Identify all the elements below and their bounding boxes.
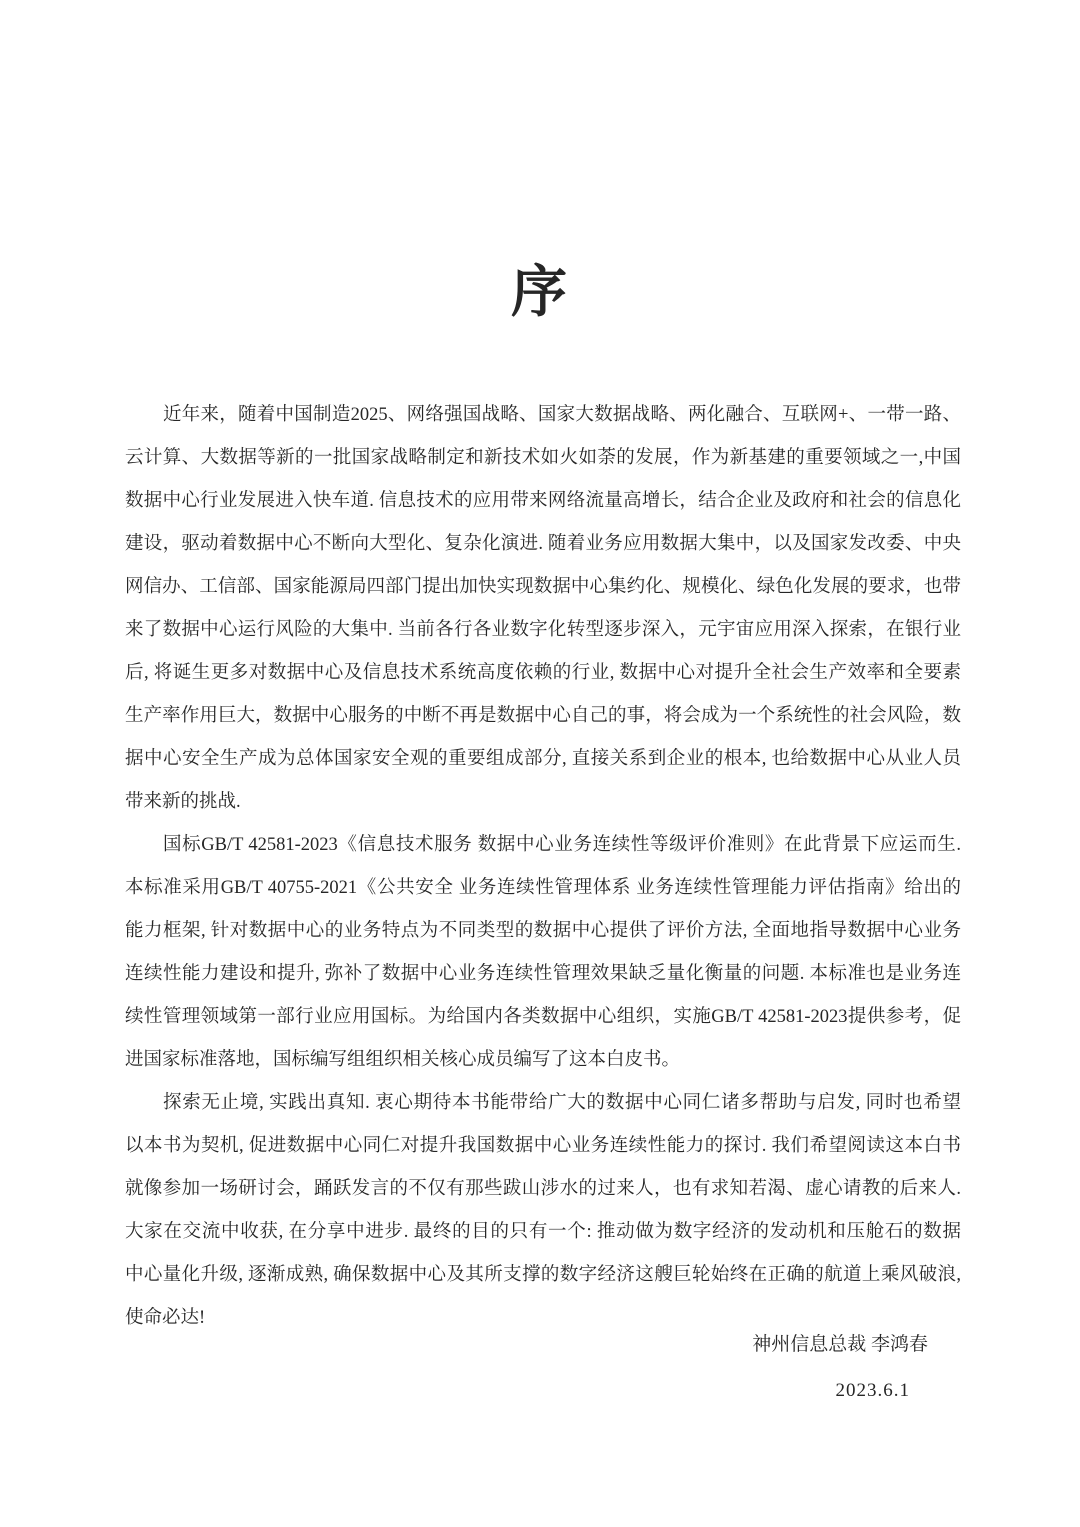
text-line: 数据中心行业发展进入快车道. 信息技术的应用带来网络流量高增长，结合企业及政府和社会的信息化 [125,491,961,511]
text-line: 来了数据中心运行风险的大集中. 当前各行各业数字化转型逐步深入，元宇宙应用深入探索，在银行业 [125,620,961,640]
text-line: 带来新的挑战. [125,792,241,812]
text-line: 国标GB/T 42581-2023《信息技术服务 数据中心业务连续性等级评价准则》在此背景下应运而生. [163,835,961,855]
text-line: 网信办、工信部、国家能源局四部门提出加快实现数据中心集约化、规模化、绿色化发展的要求，也带 [125,577,961,597]
preface-paragraphs [125,394,961,1340]
text-line: 近年来，随着中国制造2025、网络强国战略、国家大数据战略、两化融合、互联网+、一带一路、 [163,405,961,425]
text-line: 进国家标准落地，国标编写组组织相关核心成员编写了这本白皮书。 [125,1050,681,1070]
text-line: 使命必达! [125,1308,206,1328]
text-line: 探索无止境, 实践出真知. 衷心期待本书能带给广大的数据中心同仁诸多帮助与启发, 同时也希望 [163,1093,961,1113]
text-line: 中心量化升级, 逐渐成熟, 确保数据中心及其所支撑的数字经济这艘巨轮始终在正确的航道上乘风破浪, [125,1265,961,1285]
page-title: 序 [511,262,569,324]
paragraph [125,394,961,824]
paragraph [125,1082,961,1340]
signature: 神州信息总裁 李鸿春 [752,1334,928,1355]
text-line: 能力框架, 针对数据中心的业务特点为不同类型的数据中心提供了评价方法, 全面地指导数据中心业务 [125,921,961,941]
text-line: 续性管理领域第一部行业应用国标。为给国内各类数据中心组织，实施GB/T 42581-2023提供参考，促 [125,1007,961,1027]
paragraph [125,824,961,1082]
date: 2023.6.1 [835,1380,910,1401]
text-line: 大家在交流中收获, 在分享中进步. 最终的目的只有一个: 推动做为数字经济的发动机和压舱石的数据 [125,1222,961,1242]
text-line: 云计算、大数据等新的一批国家战略制定和新技术如火如荼的发展，作为新基建的重要领域之一,中国 [125,448,961,468]
text-line: 连续性能力建设和提升, 弥补了数据中心业务连续性管理效果缺乏量化衡量的问题. 本标准也是业务连 [125,964,961,984]
text-line: 建设，驱动着数据中心不断向大型化、复杂化演进. 随着业务应用数据大集中，以及国家发改委、中央 [125,534,961,554]
text-line: 后, 将诞生更多对数据中心及信息技术系统高度依赖的行业, 数据中心对提升全社会生产效率和全要素 [125,663,961,683]
text-line: 以本书为契机, 促进数据中心同仁对提升我国数据中心业务连续性能力的探讨. 我们希望阅读这本白书 [125,1136,961,1156]
text-line: 据中心安全生产成为总体国家安全观的重要组成部分, 直接关系到企业的根本, 也给数据中心从业人员 [125,749,961,769]
text-line: 本标准采用GB/T 40755-2021《公共安全 业务连续性管理体系 业务连续性管理能力评估指南》给出的 [125,878,961,898]
text-line: 就像参加一场研讨会，踊跃发言的不仅有那些跋山涉水的过来人，也有求知若渴、虚心请教的后来人. [125,1179,961,1199]
text-line: 生产率作用巨大，数据中心服务的中断不再是数据中心自己的事，将会成为一个系统性的社会风险，数 [125,706,961,726]
